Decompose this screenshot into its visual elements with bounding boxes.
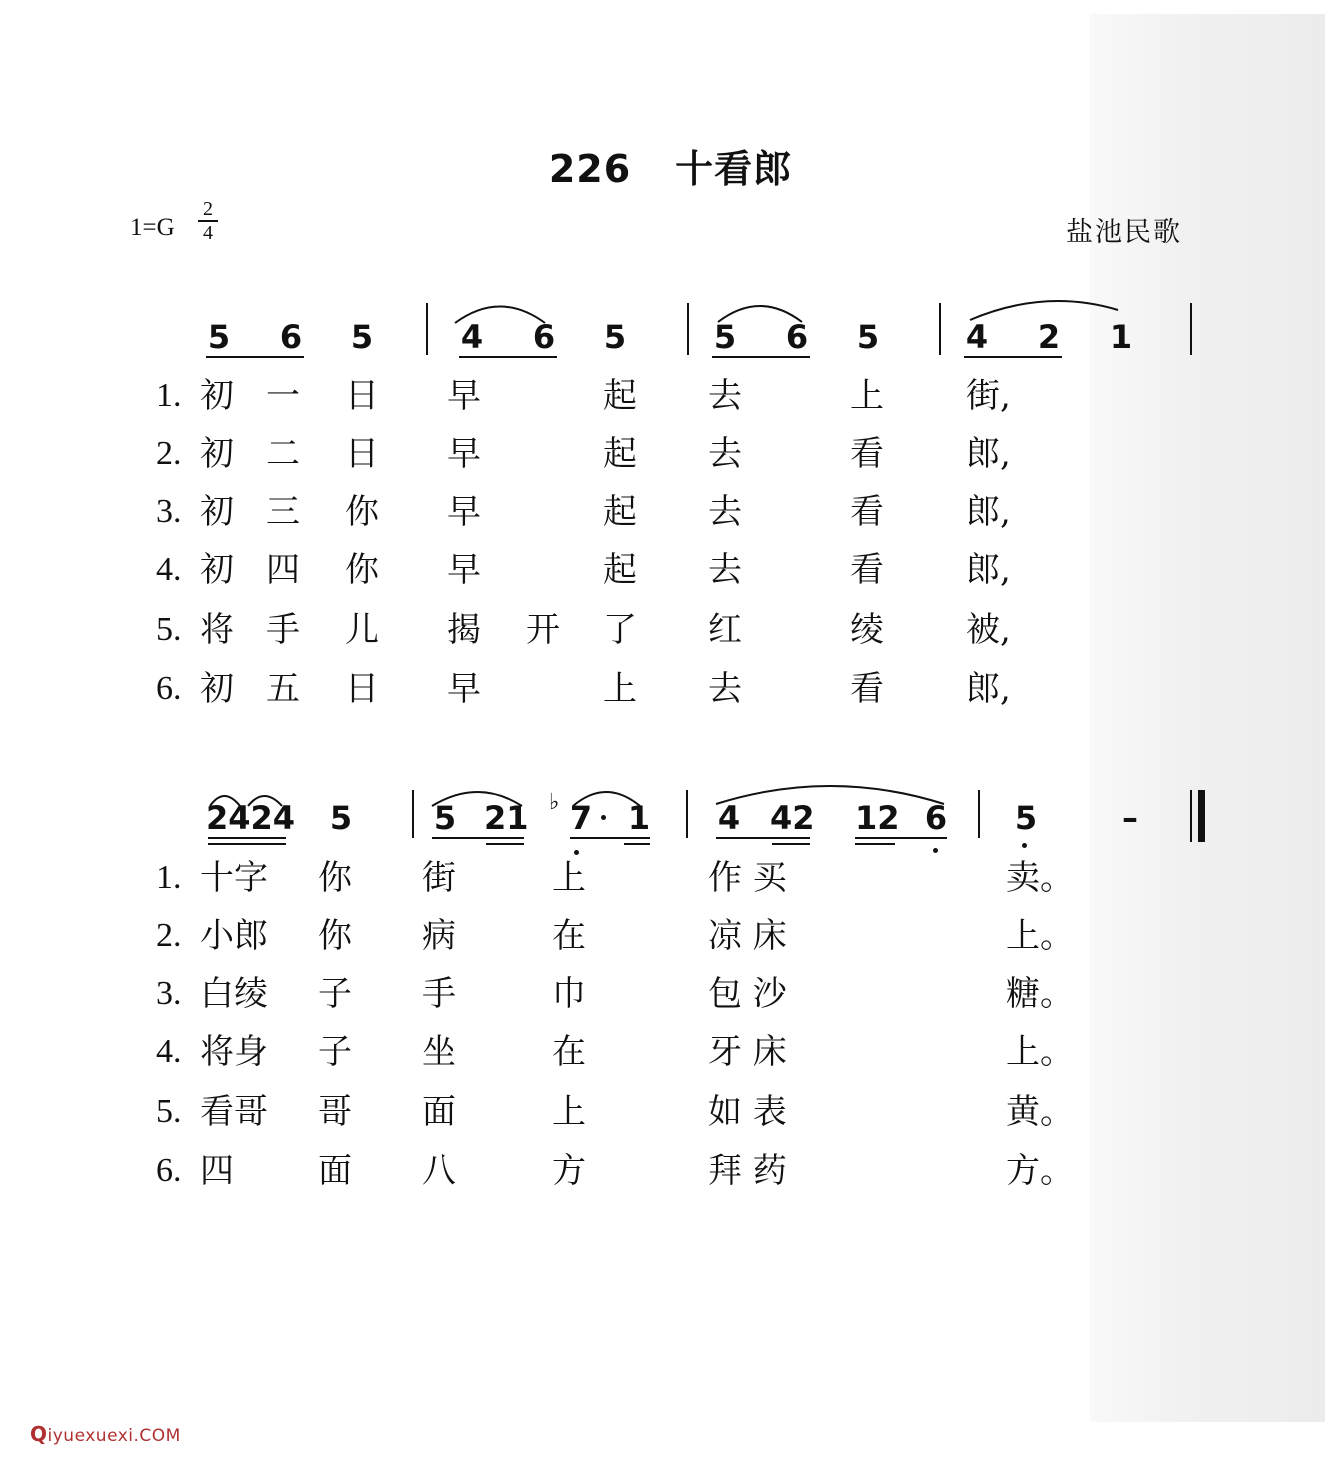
lyric: 作 买 — [708, 858, 787, 898]
note: 5 — [1014, 799, 1038, 837]
lyric: 卖。 — [1006, 858, 1074, 898]
lyric: 郎, — [966, 669, 1011, 709]
lyric: 看 — [850, 492, 884, 532]
lyric: 郎, — [966, 492, 1011, 532]
sixteenth-beam — [208, 843, 286, 845]
lyric: 你 — [318, 916, 352, 956]
verse-number: 6. — [156, 670, 182, 707]
lyric: 被, — [966, 610, 1011, 650]
verse-number: 5. — [156, 1093, 182, 1130]
lyric: 街 — [422, 858, 456, 898]
lyric: 去 — [708, 492, 742, 532]
lyric: 上。 — [1006, 916, 1074, 956]
sixteenth-beam — [855, 843, 895, 845]
composer-credit: 盐池民歌 — [1066, 217, 1182, 248]
final-barline-thin — [1190, 790, 1192, 842]
time-signature-bottom: 4 — [203, 222, 213, 244]
lyric: 手 — [422, 974, 456, 1014]
note-group: 42 — [770, 799, 815, 837]
song-number: 226 — [548, 147, 632, 191]
lyric: 小郎 — [200, 916, 268, 956]
sixteenth-beam — [772, 843, 810, 845]
lyric: 起 — [603, 550, 637, 590]
lyric: 绫 — [850, 610, 884, 650]
eighth-beam — [432, 837, 524, 839]
lyric: 开 — [526, 610, 560, 650]
lyric: 初 — [200, 492, 234, 532]
note: 6 — [785, 318, 809, 356]
eighth-beam — [712, 356, 810, 358]
note: 5 — [603, 318, 627, 356]
lyric: 红 — [708, 610, 742, 650]
barline — [412, 790, 414, 838]
time-signature-top: 2 — [203, 198, 213, 220]
lyric: 拜 药 — [708, 1151, 787, 1191]
lyric: 早 — [447, 434, 481, 474]
eighth-beam — [208, 837, 286, 839]
lyric: 糖。 — [1006, 974, 1074, 1014]
key-signature: 1=G — [130, 214, 175, 241]
note: 4 — [717, 799, 741, 837]
lyric: 巾 — [552, 974, 586, 1014]
lyric: 早 — [447, 492, 481, 532]
lyric: 看 — [850, 669, 884, 709]
verse-number: 2. — [156, 435, 182, 472]
lyric: 面 — [318, 1151, 352, 1191]
verse-number: 4. — [156, 1033, 182, 1070]
lyric: 街, — [966, 376, 1011, 416]
lyric: 起 — [603, 376, 637, 416]
note-group: 2424 — [206, 799, 296, 837]
final-barline-thick — [1198, 790, 1205, 842]
lyric: 早 — [447, 376, 481, 416]
verse-number: 6. — [156, 1152, 182, 1189]
lyric: 黄。 — [1006, 1092, 1074, 1132]
lyric: 将 — [200, 610, 234, 650]
lyric: 初 — [200, 376, 234, 416]
lyric: 手 — [266, 610, 300, 650]
note: 5 — [856, 318, 880, 356]
lyric: 初 — [200, 434, 234, 474]
augmentation-dot — [601, 815, 606, 820]
note: 5 — [713, 318, 737, 356]
lyric: 日 — [345, 669, 379, 709]
low-octave-dot — [1022, 843, 1027, 848]
barline — [939, 303, 941, 355]
lyric: 十字 — [200, 858, 268, 898]
lyric: 如 表 — [708, 1092, 787, 1132]
flat-sign: ♭ — [549, 790, 560, 815]
lyric: 早 — [447, 550, 481, 590]
lyric: 方。 — [1006, 1151, 1074, 1191]
note-group: 21 — [484, 799, 529, 837]
verse-number: 1. — [156, 377, 182, 414]
lyric: 牙 床 — [708, 1032, 787, 1072]
lyric: 一 — [266, 376, 300, 416]
lyric: 了 — [603, 610, 637, 650]
lyric: 上。 — [1006, 1032, 1074, 1072]
lyric: 去 — [708, 434, 742, 474]
barline — [686, 790, 688, 838]
lyric: 揭 — [447, 610, 481, 650]
lyric: 子 — [318, 974, 352, 1014]
barline — [978, 790, 980, 838]
note: 4 — [965, 318, 989, 356]
lyric: 子 — [318, 1032, 352, 1072]
lyric: 白绫 — [200, 974, 268, 1014]
lyric: 去 — [708, 550, 742, 590]
lyric: 看 — [850, 434, 884, 474]
lyric: 坐 — [422, 1032, 456, 1072]
verse-number: 3. — [156, 975, 182, 1012]
lyric: 面 — [422, 1092, 456, 1132]
lyric: 起 — [603, 434, 637, 474]
note: 2 — [1037, 318, 1061, 356]
eighth-beam — [459, 356, 557, 358]
verse-number: 1. — [156, 859, 182, 896]
lyric: 凉 床 — [708, 916, 787, 956]
site-watermark — [30, 1422, 181, 1446]
lyric: 儿 — [345, 610, 379, 650]
sixteenth-beam — [624, 843, 650, 845]
low-octave-dot — [574, 850, 579, 855]
lyric: 上 — [850, 376, 884, 416]
eighth-beam — [716, 837, 810, 839]
eighth-beam — [206, 356, 304, 358]
lyric: 五 — [266, 669, 300, 709]
lyric: 将身 — [200, 1032, 268, 1072]
lyric: 四 — [266, 550, 300, 590]
eighth-beam — [570, 837, 650, 839]
note: 6 — [924, 799, 948, 837]
watermark-text: iyuexuexi.COM — [47, 1426, 181, 1446]
barline — [426, 303, 428, 355]
note: 1 — [1109, 318, 1133, 356]
lyric: 上 — [552, 1092, 586, 1132]
note: 6 — [279, 318, 303, 356]
lyric: 二 — [266, 434, 300, 474]
eighth-beam — [855, 837, 947, 839]
note: 5 — [329, 799, 353, 837]
note-group: 12 — [855, 799, 900, 837]
note: 7 — [569, 799, 593, 837]
low-octave-dot — [933, 848, 938, 853]
lyric: 郎, — [966, 550, 1011, 590]
lyric: 初 — [200, 550, 234, 590]
lyric: 日 — [345, 376, 379, 416]
sixteenth-beam — [486, 843, 524, 845]
lyric: 去 — [708, 376, 742, 416]
eighth-beam — [964, 356, 1062, 358]
note: 5 — [350, 318, 374, 356]
lyric: 看 — [850, 550, 884, 590]
note: 6 — [532, 318, 556, 356]
lyric: 八 — [422, 1151, 456, 1191]
slur — [716, 786, 944, 804]
verse-number: 3. — [156, 493, 182, 530]
barline — [1190, 303, 1192, 355]
lyric: 起 — [603, 492, 637, 532]
lyric: 去 — [708, 669, 742, 709]
lyric: 日 — [345, 434, 379, 474]
lyric: 在 — [552, 1032, 586, 1072]
verse-number: 5. — [156, 611, 182, 648]
lyric: 初 — [200, 669, 234, 709]
song-name: 十看郎 — [675, 147, 793, 191]
lyric: 病 — [422, 916, 456, 956]
verse-number: 4. — [156, 551, 182, 588]
barline — [687, 303, 689, 355]
watermark-logo-letter: Q — [30, 1422, 48, 1446]
verse-number: 2. — [156, 917, 182, 954]
lyric: 包 沙 — [708, 974, 787, 1014]
note: 5 — [433, 799, 457, 837]
dash-hold: – — [1122, 799, 1138, 837]
note: 5 — [207, 318, 231, 356]
lyric: 早 — [447, 669, 481, 709]
lyric: 方 — [552, 1151, 586, 1191]
lyric: 你 — [318, 858, 352, 898]
lyric: 你 — [345, 492, 379, 532]
note: 1 — [627, 799, 651, 837]
lyric: 郎, — [966, 434, 1011, 474]
lyric: 看哥 — [200, 1092, 268, 1132]
lyric: 四 — [200, 1151, 234, 1191]
lyric: 三 — [266, 492, 300, 532]
lyric: 上 — [603, 669, 637, 709]
lyric: 上 — [552, 858, 586, 898]
note: 4 — [460, 318, 484, 356]
lyric: 你 — [345, 550, 379, 590]
lyric: 哥 — [318, 1092, 352, 1132]
lyric: 在 — [552, 916, 586, 956]
